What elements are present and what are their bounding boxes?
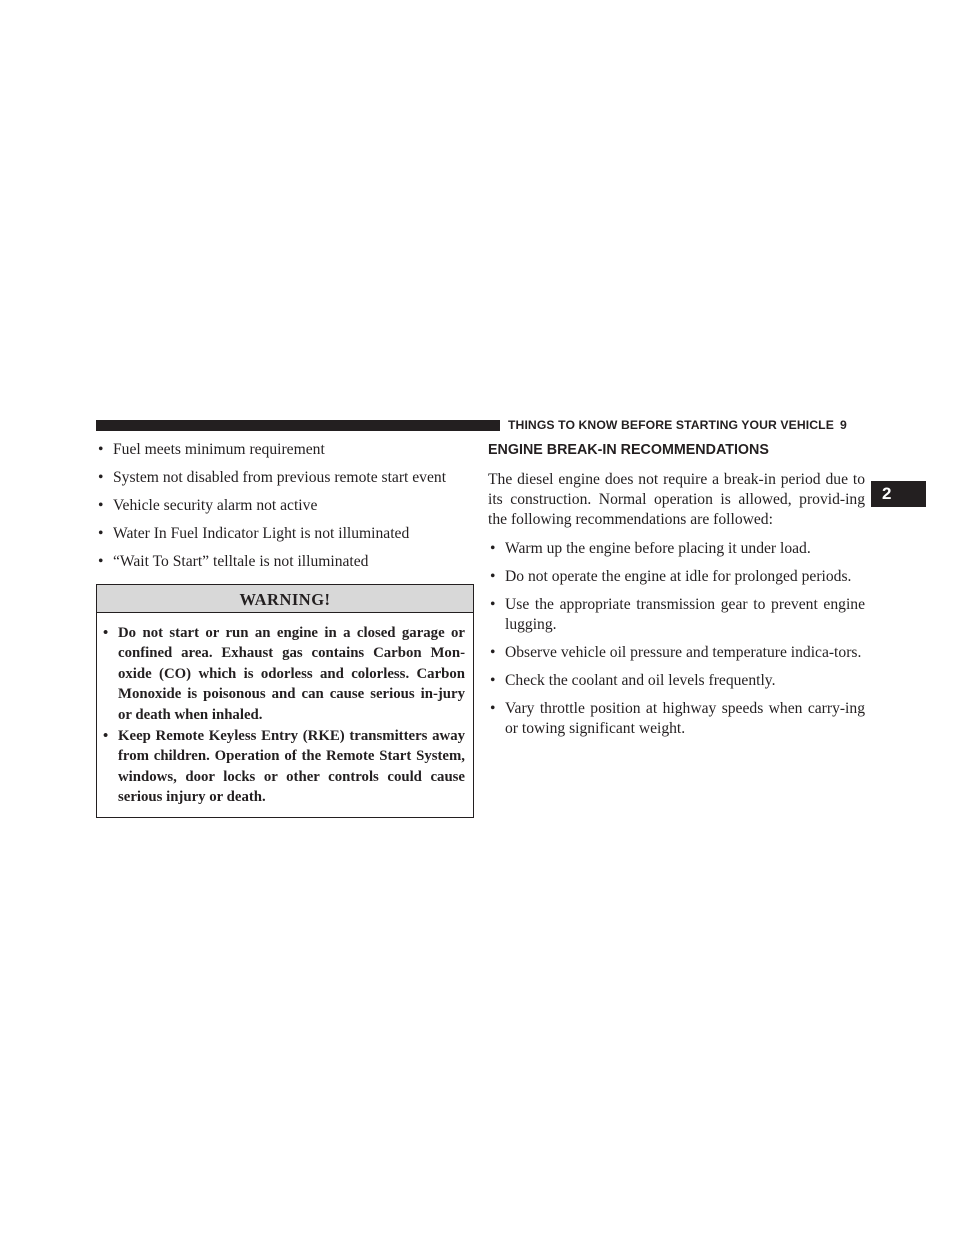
bullet-icon: • bbox=[103, 625, 109, 641]
bullet-icon: • bbox=[98, 553, 104, 570]
page-number: 9 bbox=[839, 418, 847, 432]
bullet-icon: • bbox=[103, 728, 109, 745]
list-item bbox=[488, 567, 865, 587]
warning-item bbox=[101, 623, 465, 725]
list-item bbox=[96, 468, 474, 488]
list-item-text: Check the coolant and oil levels frequently. bbox=[505, 672, 776, 689]
warning-item-text: Keep Remote Keyless Entry (RKE) transmitters away from children. Operation of the Remote Start System, windows, door locks or other controls could cause serious injury or death. bbox=[118, 728, 465, 806]
list-item-text: Observe vehicle oil pressure and temperature indica-tors. bbox=[505, 644, 862, 661]
warning-list bbox=[97, 613, 473, 817]
bullet-icon: • bbox=[98, 441, 104, 458]
bullet-icon: • bbox=[490, 540, 496, 557]
running-header bbox=[508, 418, 847, 432]
list-item-text: Vary throttle position at highway speeds when carry-ing or towing significant weight. bbox=[505, 700, 865, 737]
list-item bbox=[96, 552, 474, 572]
chapter-tab: 2 bbox=[871, 481, 926, 507]
bullet-icon: • bbox=[98, 497, 104, 514]
warning-item-text: Do not start or run an engine in a closed garage or confined area. Exhaust gas contains Carbon Mon-oxide (CO) which is odorless and colorless. Carbon Monoxide is poisonous and can cause serious in-jury or death when inhaled. bbox=[118, 625, 465, 723]
list-item bbox=[488, 671, 865, 691]
list-item-text: Vehicle security alarm not active bbox=[113, 497, 318, 514]
remote-start-conditions-list bbox=[96, 440, 474, 572]
bullet-icon: • bbox=[490, 644, 496, 661]
section-heading: ENGINE BREAK-IN RECOMMENDATIONS bbox=[488, 442, 769, 458]
list-item bbox=[96, 496, 474, 516]
list-item bbox=[488, 539, 865, 559]
list-item bbox=[96, 440, 474, 460]
list-item-text: Use the appropriate transmission gear to prevent engine lugging. bbox=[505, 596, 865, 633]
warning-box bbox=[96, 584, 474, 818]
right-column bbox=[488, 440, 865, 747]
header-rule bbox=[96, 420, 500, 431]
warning-title: WARNING! bbox=[97, 585, 473, 613]
list-item-text: Fuel meets minimum requirement bbox=[113, 441, 325, 458]
list-item bbox=[96, 524, 474, 544]
warning-item bbox=[101, 726, 465, 808]
list-item bbox=[488, 699, 865, 739]
list-item-text: System not disabled from previous remote start event bbox=[113, 469, 447, 486]
bullet-icon: • bbox=[98, 469, 104, 486]
intro-paragraph: The diesel engine does not require a break-in period due to its construction. Normal operation is allowed, provid-ing the following recommendations are followed: bbox=[488, 471, 865, 528]
bullet-icon: • bbox=[490, 568, 496, 585]
list-item-text: Water In Fuel Indicator Light is not illuminated bbox=[113, 525, 410, 542]
list-item bbox=[488, 643, 865, 663]
list-item-text: “Wait To Start” telltale is not illuminated bbox=[113, 553, 369, 570]
running-header-title: THINGS TO KNOW BEFORE STARTING YOUR VEHICLE bbox=[508, 418, 834, 432]
bullet-icon: • bbox=[490, 672, 496, 689]
list-item-text: Warm up the engine before placing it under load. bbox=[505, 540, 811, 557]
bullet-icon: • bbox=[98, 525, 104, 542]
left-column bbox=[96, 440, 474, 818]
list-item bbox=[488, 595, 865, 635]
bullet-icon: • bbox=[490, 700, 496, 717]
bullet-icon: • bbox=[490, 596, 496, 613]
list-item-text: Do not operate the engine at idle for prolonged periods. bbox=[505, 568, 852, 585]
break-in-recommendations-list bbox=[488, 539, 865, 739]
